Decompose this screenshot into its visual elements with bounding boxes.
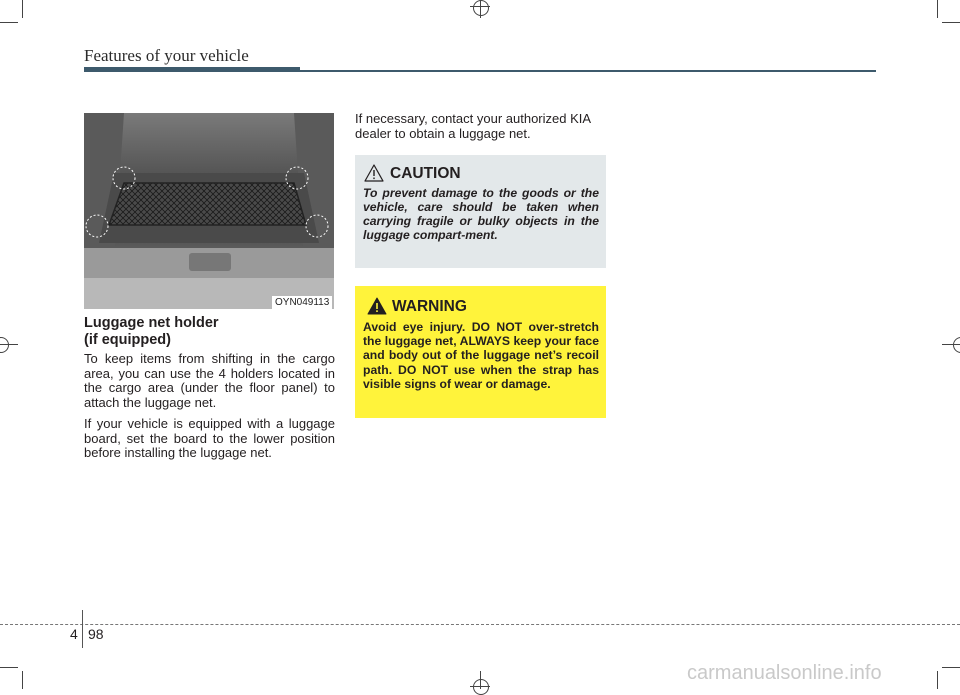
registration-mark [0, 337, 9, 353]
section-heading [84, 315, 334, 349]
crop-mark [0, 667, 18, 668]
image-caption: OYN049113 [272, 296, 332, 309]
registration-mark [953, 337, 960, 353]
page-number: 98 [88, 626, 104, 642]
registration-mark-line [470, 6, 490, 7]
watermark: carmanualsonline.info [687, 662, 882, 684]
registration-mark-line [0, 344, 18, 345]
crop-mark [22, 671, 23, 689]
cargo-net-photo [84, 113, 334, 309]
page-header-title: Features of your vehicle [84, 46, 249, 65]
cargo-area-illustration [84, 113, 334, 309]
warning-triangle-filled-icon [367, 297, 387, 315]
crop-mark [0, 22, 18, 23]
body-paragraph: To keep items from shifting in the cargo area, you can use the 4 holders located in the cargo area (under the floor panel) to attach the luggage net. [84, 351, 335, 410]
footer-rule [0, 624, 960, 625]
caution-title: CAUTION [390, 165, 461, 182]
body-paragraph: If your vehicle is equipped with a luggage board, set the board to the lower position before installing the luggage net. [84, 416, 335, 460]
warning-text: Avoid eye injury. DO NOT over-stretch the luggage net, ALWAYS keep your face and body out of the luggage net’s recoil path. DO NOT use when the strap has visible signs of wear or damage. [363, 320, 599, 391]
registration-mark-line [480, 0, 481, 18]
warning-triangle-outline-icon [364, 164, 384, 182]
warning-title: WARNING [392, 298, 467, 315]
crop-mark [942, 667, 960, 668]
footer-divider [82, 610, 83, 648]
registration-mark-line [470, 686, 490, 687]
crop-mark [22, 0, 23, 18]
caution-box [355, 155, 606, 268]
caution-text: To prevent damage to the goods or the vehicle, care should be taken when carrying fragile or bulky objects in the luggage compart-ment. [363, 186, 599, 242]
body-paragraph: If necessary, contact your authorized KIA dealer to obtain a luggage net. [355, 111, 591, 141]
section-heading-line2: (if equipped) [84, 332, 171, 348]
registration-mark-line [942, 344, 960, 345]
header-rule [84, 67, 300, 72]
section-heading-line1: Luggage net holder [84, 315, 219, 331]
crop-mark [942, 22, 960, 23]
chapter-number: 4 [70, 626, 78, 642]
registration-mark [473, 0, 489, 16]
registration-mark [473, 679, 489, 695]
warning-box [355, 286, 606, 418]
header-rule [300, 70, 876, 72]
crop-mark [937, 671, 938, 689]
crop-mark [937, 0, 938, 18]
